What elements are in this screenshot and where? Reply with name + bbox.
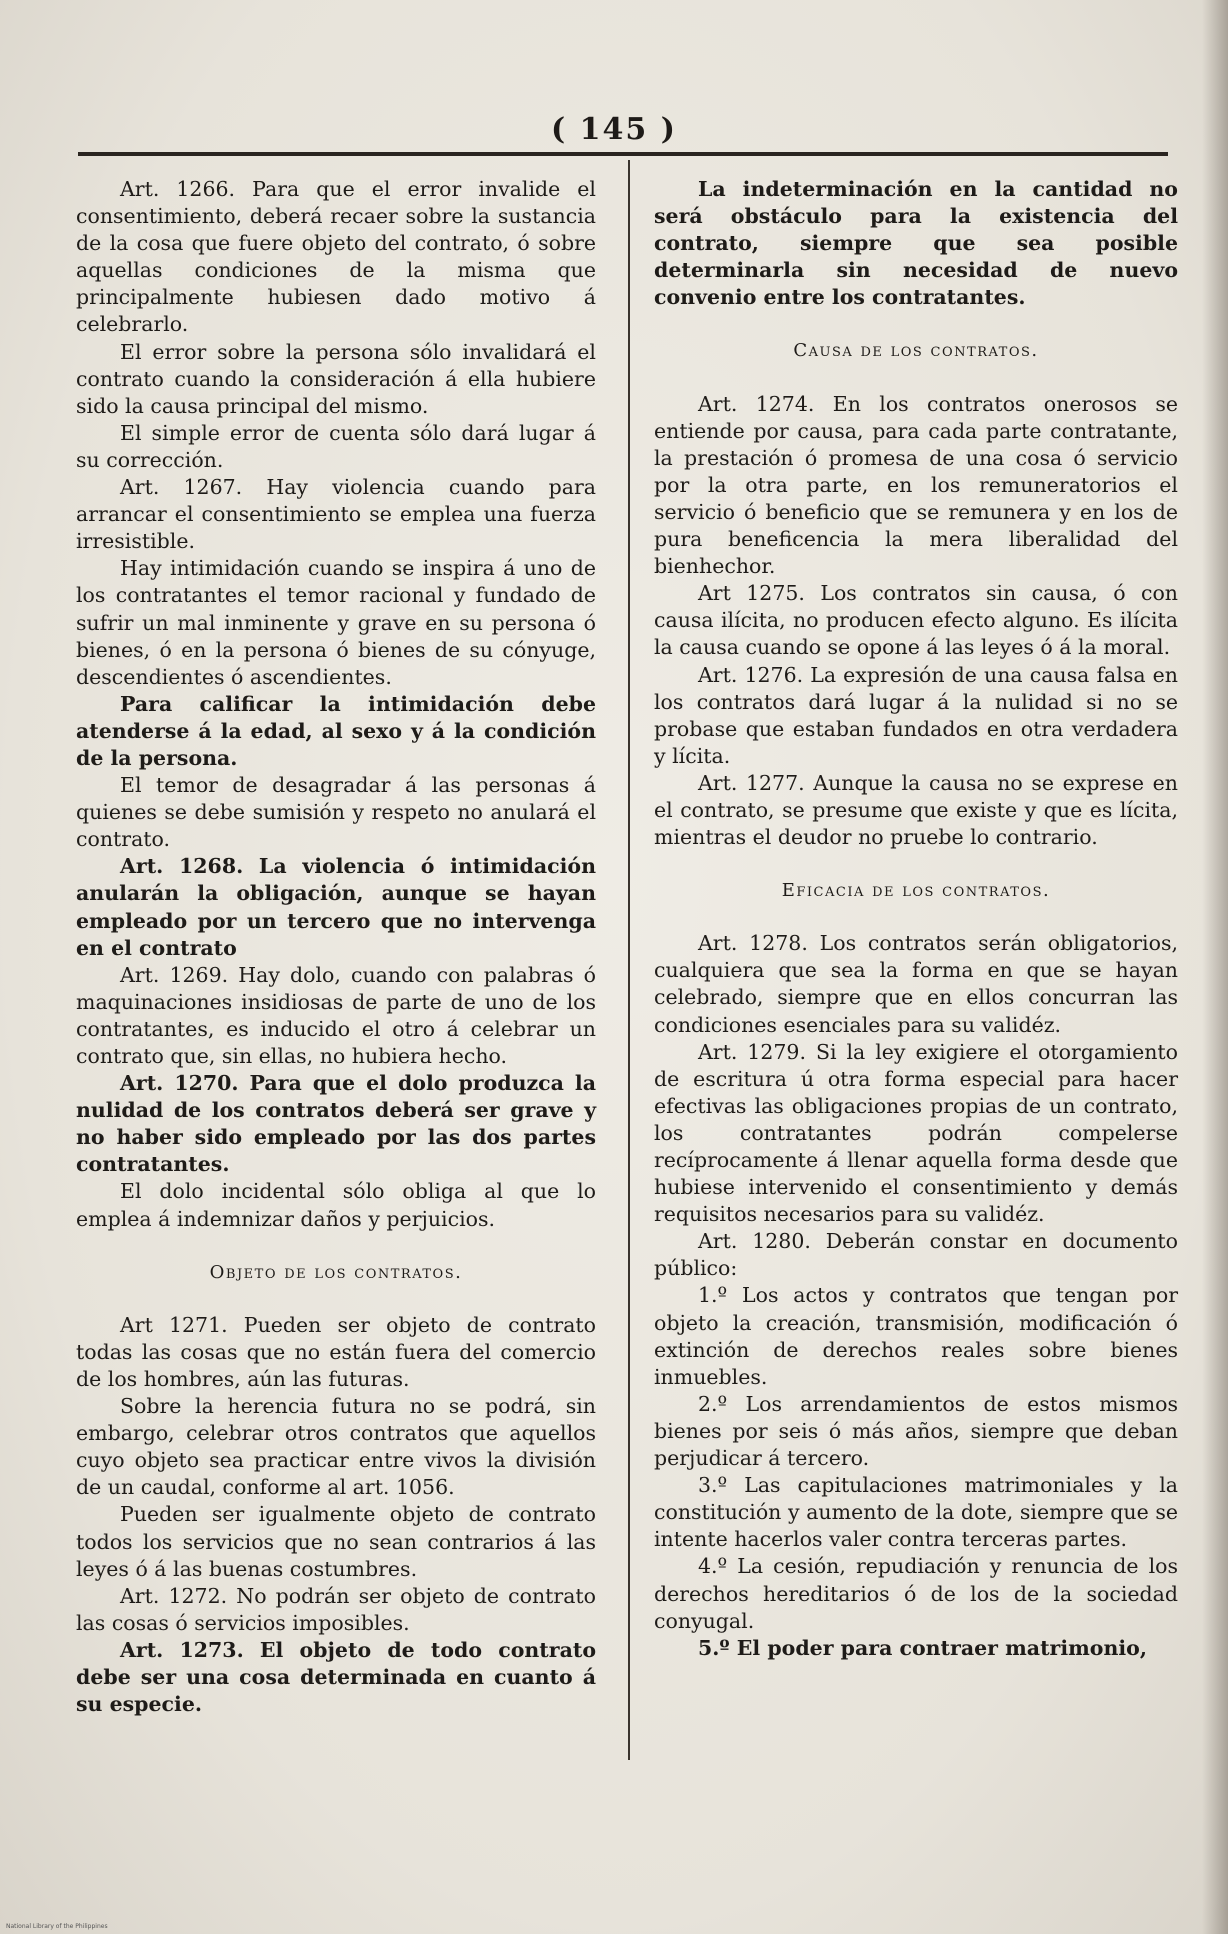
paragraph: Art. 1266. Para que el error invalide el consentimiento, deberá recaer sobre la sustancia de la cosa que fuere objeto del contrato, ó sobre aquellas condiciones de la misma que principalmente hubiesen dado motivo á celebrarlo. [76, 177, 596, 337]
paragraph: Art 1275. Los contratos sin causa, ó con causa ilícita, no producen efecto alguno. Es ilícita la causa cuando se opone á las leyes ó á la moral. [654, 581, 1178, 660]
paragraph: Art. 1273. El objeto de todo contrato debe ser una cosa determinada en cuanto á su especie. [76, 1637, 596, 1717]
paragraph: Art. 1269. Hay dolo, cuando con palabras ó maquinaciones insidiosas de parte de uno de los contratantes, es inducido el otro á celebrar un contrato que, sin ellas, no hubiera hecho. [76, 962, 596, 1068]
left-column [76, 176, 596, 1718]
section-heading: Causa de los contratos. [793, 340, 1039, 362]
paragraph: Art. 1270. Para que el dolo produzca la nulidad de los contratos deberá ser grave y no haber sido empleado por las dos partes contratantes. [76, 1071, 596, 1177]
paragraph: Art 1271. Pueden ser objeto de contrato todas las cosas que no están fuera del comercio de los hombres, aún las futuras. [76, 1312, 596, 1391]
paragraph: Art. 1268. La violencia ó intimidación anularán la obligación, aunque se hayan empleado por un tercero que no intervenga en el contrato [76, 854, 596, 960]
paragraph: Art. 1267. Hay violencia cuando para arrancar el consentimiento se emplea una fuerza irresistible. [76, 475, 596, 554]
paragraph: La indeterminación en la cantidad no será obstáculo para la existencia del contrato, siempre que sea posible determinarla sin necesidad de nuevo convenio entre los contratantes. [654, 177, 1178, 310]
paragraph: 4.º La cesión, repudiación y renuncia de los derechos hereditarios ó de los de la sociedad conyugal. [654, 1554, 1178, 1633]
paragraph: 2.º Los arrendamientos de estos mismos bienes por seis ó más años, siempre que deban perjudicar á tercero. [654, 1391, 1178, 1471]
paragraph: El temor de desagradar á las personas á quienes se debe sumisión y respeto no anulará el contrato. [76, 773, 596, 852]
paragraph: Pueden ser igualmente objeto de contrato todos los servicios que no sean contrarios á las leyes ó á las buenas costumbres. [76, 1502, 596, 1581]
page-number: ( 145 ) [551, 112, 677, 147]
paragraph: El simple error de cuenta sólo dará lugar á su corrección. [76, 420, 596, 472]
paragraph: Art. 1277. Aunque la causa no se exprese en el contrato, se presume que existe y que es lícita, mientras el deudor no pruebe lo contrario. [654, 770, 1178, 850]
section-heading: Objeto de los contratos. [209, 1261, 463, 1283]
paragraph: Art. 1279. Si la ley exigiere el otorgamiento de escritura ú otra forma especial para hacer efectivas las obligaciones propias de un contrato, los contratantes podrán compelerse recíprocamente á llenar aquella forma desde que hubiese intervenido el consentimiento y demás requisitos necesarios para su validéz. [654, 1039, 1178, 1227]
paragraph: Art. 1280. Deberán constar en documento público: [654, 1229, 1178, 1281]
column-divider [628, 160, 630, 1760]
paragraph: 5.º El poder para contraer matrimonio, [698, 1635, 1147, 1660]
section-heading: Eficacia de los contratos. [781, 880, 1051, 902]
paragraph: Art. 1276. La expresión de una causa falsa en los contratos dará lugar á la nulidad si no se probase que estaban fundados en otra verdadera y lícita. [654, 662, 1178, 768]
header-rule [78, 152, 1168, 156]
paragraph: Sobre la herencia futura no se podrá, sin embargo, celebrar otros contratos que aquellos cuyo objeto sea practicar entre vivos la división de un caudal, conforme al art. 1056. [76, 1394, 596, 1500]
paragraph: Art. 1274. En los contratos onerosos se entiende por causa, para cada parte contratante, la prestación ó promesa de una cosa ó servicio por la otra parte, en los remuneratorios el servicio ó beneficio que se remunera y en los de pura beneficencia la mera liberalidad del bienhechor. [654, 391, 1178, 579]
paragraph: El error sobre la persona sólo invalidará el contrato cuando la consideración á ella hubiere sido la causa principal del mismo. [76, 339, 596, 418]
paragraph: 1.º Los actos y contratos que tengan por objeto la creación, transmisión, modificación ó extinción de derechos reales sobre bienes inmuebles. [654, 1283, 1178, 1389]
paragraph: 3.º Las capitulaciones matrimoniales y la constitución y aumento de la dote, siempre que se intente hacerlos valer contra terceras partes. [654, 1473, 1178, 1552]
paragraph: Art. 1272. No podrán ser objeto de contrato las cosas ó servicios imposibles. [76, 1583, 596, 1635]
paragraph: Art. 1278. Los contratos serán obligatorios, cualquiera que sea la forma en que se hayan celebrado, siempre que en ellos concurran las condiciones esenciales para su validéz. [654, 931, 1178, 1037]
page-edge-shadow [1202, 0, 1228, 1934]
paragraph: Para calificar la intimidación debe atenderse á la edad, al sexo y á la condición de la persona. [76, 691, 596, 770]
paragraph: Hay intimidación cuando se inspira á uno de los contratantes el temor racional y fundado de sufrir un mal inminente y grave en su persona ó bienes, ó en la persona ó bienes de su cónyuge, descendientes ó ascendientes. [76, 556, 596, 689]
paragraph: El dolo incidental sólo obliga al que lo emplea á indemnizar daños y perjuicios. [76, 1179, 596, 1231]
right-column [654, 176, 1178, 1662]
library-stamp: National Library of the Philippines [6, 1923, 108, 1930]
